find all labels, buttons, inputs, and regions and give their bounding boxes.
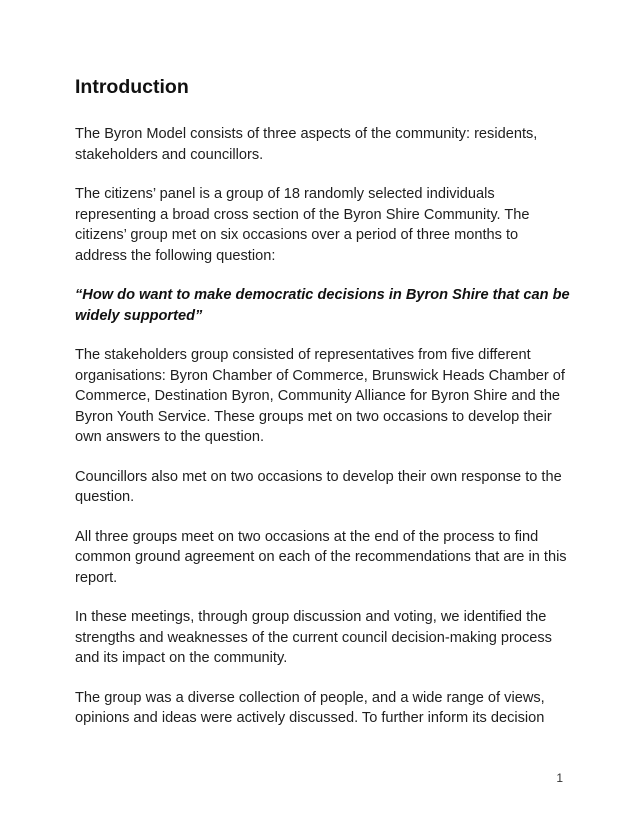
guiding-question: “How do want to make democratic decisions in Byron Shire that can be widely supported” [75, 287, 570, 324]
paragraph-all-groups: All three groups meet on two occasions at the end of the process to find common ground agreement on each of the recommendations that are in this report. [75, 528, 567, 586]
paragraph-councillors: Councillors also met on two occasions to develop their own response to the question. [75, 468, 562, 505]
paragraph-intro: The Byron Model consists of three aspects of the community: residents, stakeholders and councillors. [75, 126, 538, 163]
paragraph-diverse-group: The group was a diverse collection of people, and a wide range of views, opinions and ideas were actively discussed. To further inform its decision [75, 689, 545, 726]
section-heading: Introduction [75, 76, 189, 98]
paragraph-meetings: In these meetings, through group discussion and voting, we identified the strengths and weaknesses of the current council decision-making process and its impact on the community. [75, 609, 552, 666]
paragraph-citizens-panel: The citizens’ panel is a group of 18 randomly selected individuals representing a broad cross section of the Byron Shire Community. The citizens’ group met on six occasions over a period of three months to address the following question: [75, 186, 530, 264]
body-text [75, 124, 570, 748]
page-number: 1 [556, 771, 563, 785]
paragraph-stakeholders: The stakeholders group consisted of representatives from five different organisations: Byron Chamber of Commerce, Brunswick Heads Chamber of Commerce, Destination Byron, Community Alliance for Byron Shire and the Byron Youth Service. These groups met on two occasions to develop their own answers to the question. [75, 347, 565, 445]
